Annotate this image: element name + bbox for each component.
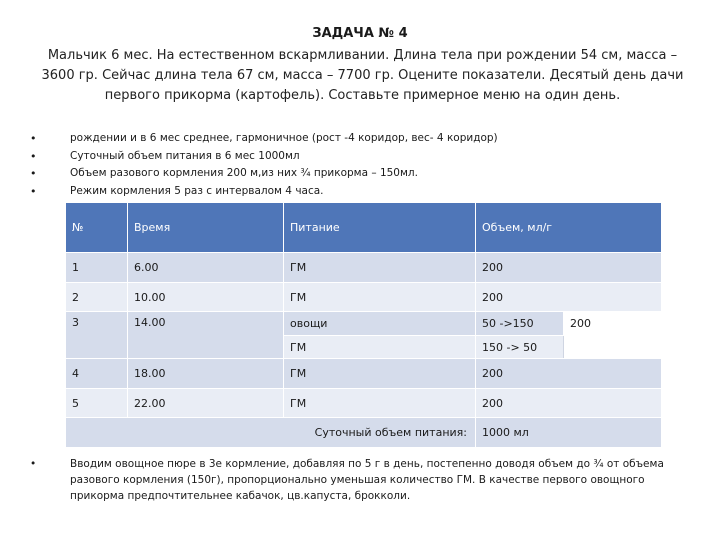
task-text: Мальчик 6 мес. На естественном вскармливании. Длина тела при рождении 54 см, масса – 3600 гр. Сейчас длина тела 67 см, масса – 7700 гр. Оцените показатели. Десятый день дачи первого прикорма (картофель). Составьте примерное меню на один день. [41, 48, 684, 103]
cell-volume: 150 -> 50 [476, 336, 564, 359]
note-text: Вводим овощное пюре в 3е кормление, добавляя по 5 г в день, постепенно доводя объем до ¾ от объема разового кормления (150г), пропорционально уменьшая количество ГМ. В качестве первого овощного прикорма предпочтительнее кабачок, цв.капуста, брокколи. [70, 458, 664, 502]
table-row [66, 389, 662, 418]
cell-time: 6.00 [128, 253, 284, 283]
cell-time: 10.00 [128, 283, 284, 312]
total-value: 1000 мл [476, 418, 662, 448]
cell-number: 2 [66, 283, 128, 312]
cell-time: 18.00 [128, 359, 284, 389]
bullet-item: • рождении и в 6 мес среднее, гармоничное (рост -4 коридор, вес- 4 коридор) [30, 130, 670, 148]
cell-food: овощи [284, 312, 476, 336]
cell-food: ГМ [284, 359, 476, 389]
feeding-table [65, 202, 662, 448]
bullet-item: • Суточный объем питания в 6 мес 1000мл [30, 148, 670, 166]
cell-food: ГМ [284, 253, 476, 283]
bullet-dot: • [30, 458, 37, 470]
cell-volume: 200 [476, 253, 662, 283]
bullet-item: • Режим кормления 5 раз с интервалом 4 часа. [30, 183, 670, 201]
table-row [66, 312, 662, 336]
table-row [66, 359, 662, 389]
cell-volume: 200 [476, 359, 662, 389]
cell-food: ГМ [284, 389, 476, 418]
note-paragraph [30, 456, 690, 504]
header-food: Питание [284, 203, 476, 253]
cell-time: 14.00 [128, 312, 284, 359]
cell-number: 5 [66, 389, 128, 418]
table-row [66, 253, 662, 283]
table-total-row [66, 418, 662, 448]
cell-volume: 50 ->150 [476, 312, 564, 336]
header-time: Время [128, 203, 284, 253]
header-number: № [66, 203, 128, 253]
bullet-list [30, 130, 670, 200]
cell-number: 1 [66, 253, 128, 283]
header-volume: Объем, мл/г [476, 203, 662, 253]
table-row [66, 283, 662, 312]
bullet-item: • Объем разового кормления 200 м,из них ¾ прикорма – 150мл. [30, 165, 670, 183]
cell-volume: 200 [476, 283, 662, 312]
cell-time: 22.00 [128, 389, 284, 418]
slide-title: ЗАДАЧА № 4 [312, 26, 408, 41]
cell-volume-total: 200 [564, 312, 662, 359]
table-header-row [66, 203, 662, 253]
cell-number: 3 [66, 312, 128, 359]
cell-volume: 200 [476, 389, 662, 418]
cell-food: ГМ [284, 336, 476, 359]
total-label: Суточный объем питания: [66, 418, 476, 448]
cell-food: ГМ [284, 283, 476, 312]
cell-number: 4 [66, 359, 128, 389]
